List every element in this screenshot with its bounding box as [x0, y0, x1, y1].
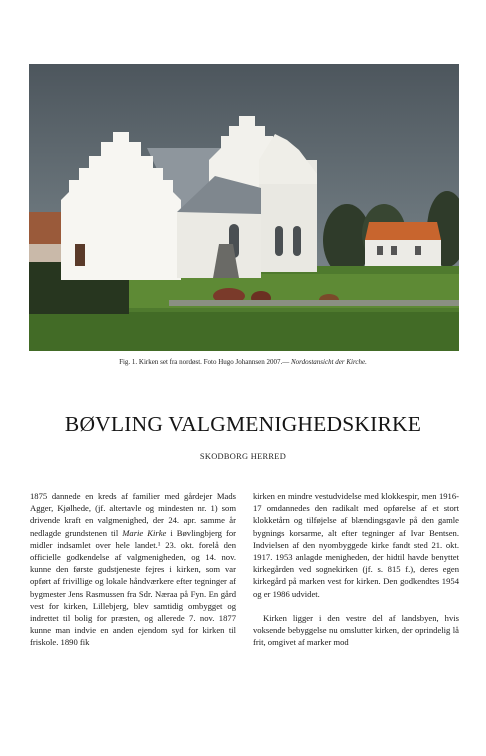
page-subtitle: SKODBORG HERRED [199, 452, 287, 461]
figure-caption-text: Fig. 1. Kirken set fra nordøst. Foto Hugo Johannsen 2007.— [119, 358, 290, 366]
figure-caption-german: Nordostansicht der Kirche. [290, 358, 367, 366]
church-photo [29, 64, 459, 351]
left-text-column [30, 490, 236, 649]
right-text-column [253, 490, 459, 648]
left-paragraph-part-b: i Bøvlingbjerg for midler indsamlet over hele landet.¹ 23. okt. forelå den officielle godkendelse af valgmenigheden, og 14. nov. kunne den første gudstjeneste fejres i kirken, som var opført af frivillige og lokale håndværkere efter tegninger af bygmester Jens Rasmussen fra Sdr. Næraa på Fyn. En gård vest for kirken, Lillebjerg, blev samtidig ombygget og indrettet til bolig for præsten, og allerede 7. nov. 1877 kunne man indvie en anden ejendom syd for kirken til friskole. 1890 fik [30, 527, 236, 648]
right-paragraph-2: Kirken ligger i den vestre del af landsbyen, hvis voksende bebyggelse nu omslutter kirken, der oprindelig lå frit, omgivet af marker mod [253, 612, 459, 648]
left-paragraph-marie-kirke: Marie Kirke [122, 527, 167, 538]
right-paragraph-1: kirken en mindre vestudvidelse med klokkespir, men 1916-17 omdannedes den radikalt med opførelse af et stort klokketårn og tilføjelse af blændingsgavle på den gamle bygnings korsarme, alt efter tegninger af Ivar Bentsen. Indvielsen af den nyombyggede kirke fandt sted 21. okt. 1917. 1953 anlagde menigheden, der hidtil havde benyttet kirkegården ved sognekirken (jf. s. 815 f.), deres egen kirkegård på marken vest for kirken. Den godkendtes 1954 og er 1986 udvidet. [253, 491, 459, 599]
figure-caption [0, 358, 486, 367]
left-paragraph [30, 490, 236, 649]
church-photo-illustration [29, 64, 459, 351]
left-paragraph-part-a: 1875 dannede en kreds af familier med gårdejer Mads Agger, Kjølhede, (jf. altertavle og mindesten nr. 1) som drivende kraft en valgmenighed, der 24. apr. samme år nedlagde grundstenen til [30, 491, 236, 538]
page-title: BØVLING VALGMENIGHEDSKIRKE [64, 412, 422, 436]
